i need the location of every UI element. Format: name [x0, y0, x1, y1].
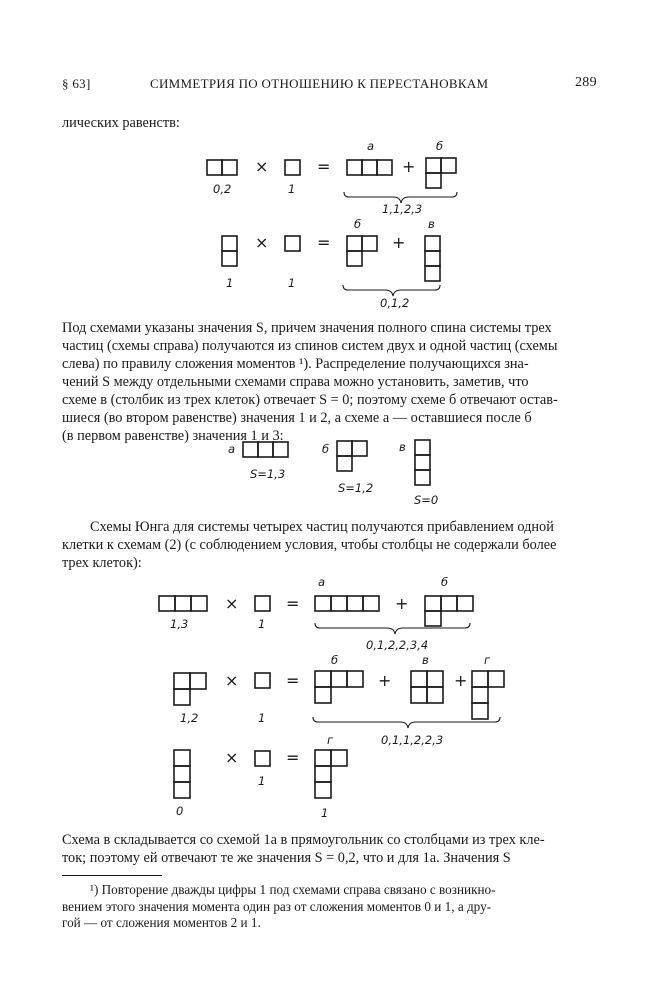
eq3-left-label: 1,3: [170, 617, 189, 631]
plus-sign: +: [378, 671, 392, 690]
eq2-sum-label: 0,1,2: [380, 296, 410, 310]
eq4-left-label: 1,2: [180, 711, 199, 725]
eq4-mid-label: 1: [258, 711, 266, 725]
summary-a-sym: а: [228, 442, 236, 456]
times-sign: ×: [225, 671, 239, 690]
plus-sign: +: [402, 157, 416, 176]
eq5-right-label: 1: [321, 806, 329, 820]
eq5-left-label: 0: [176, 804, 184, 818]
times-sign: ×: [225, 594, 239, 613]
text-line: ток; поэтому ей отвечают те же значения S = 0,2, что и для 1а. Значения S: [62, 850, 511, 866]
eq4-sum-label: 0,1,1,2,2,3: [381, 733, 444, 747]
paragraph-1: [62, 319, 558, 445]
summary-b-label: S=1,2: [338, 481, 374, 495]
eq4-sym-v: в: [422, 653, 429, 667]
text-line: Схема в складывается со схемой 1а в прямоугольник со столбцами из трех кле-: [62, 832, 545, 848]
times-sign: ×: [255, 233, 269, 252]
plus-sign: +: [392, 233, 406, 252]
eq2-mid-label: 1: [288, 276, 296, 290]
paragraph-2: [62, 518, 556, 572]
summary-v-label: S=0: [414, 493, 439, 507]
diagram-three-column: [425, 236, 440, 281]
eq3-mid-label: 1: [258, 617, 266, 631]
equation-3: [159, 575, 473, 652]
times-sign: ×: [225, 748, 239, 767]
plus-sign: +: [395, 594, 409, 613]
eq1-sym-b: б: [436, 139, 444, 153]
footnote-rule: [62, 875, 162, 876]
summary-b-sym: б: [322, 442, 330, 456]
equation-4: [174, 653, 504, 747]
brace: [315, 623, 470, 634]
eq3-sym-a: а: [318, 575, 326, 589]
diagram-two-column: [222, 236, 237, 266]
footnote-line: гой — от сложения моментов 2 и 1.: [62, 915, 261, 930]
section-number: § 63]: [62, 76, 91, 91]
equation-1: [207, 139, 457, 216]
footnote-line: ¹) Повторение дважды цифры 1 под схемами справа связано с возникно-: [90, 882, 496, 897]
text-line: частиц (схемы справа) получаются из спинов систем двух и одной частиц (схемы: [62, 338, 558, 354]
equation-2: [222, 217, 440, 310]
times-sign: ×: [255, 157, 269, 176]
eq4-sym-b: б: [331, 653, 339, 667]
text-line: Под схемами указаны значения S, причем значения полного спина системы трех: [62, 320, 552, 336]
summary-a-label: S=1,3: [250, 467, 286, 481]
equals-sign: =: [286, 748, 300, 767]
page-header-title: СИММЕТРИЯ ПО ОТНОШЕНИЮ К ПЕРЕСТАНОВКАМ: [150, 76, 489, 91]
text-line: слева) по правилу сложения моментов ¹). Распределение получающихся зна-: [62, 356, 529, 372]
diagram-hook: [347, 236, 377, 266]
equals-sign: =: [286, 671, 300, 690]
brace: [343, 285, 440, 296]
intro-line: лических равенств:: [62, 115, 180, 131]
eq4-sym-g: г: [484, 653, 491, 667]
eq2-sym-b: б: [354, 217, 362, 231]
eq1-left-label: 0,2: [213, 182, 232, 196]
equals-sign: =: [317, 233, 331, 252]
eq1-mid-label: 1: [288, 182, 296, 196]
paragraph-3: [62, 831, 545, 867]
summary-v-sym: в: [399, 440, 406, 454]
eq1-sum-label: 1,1,2,3: [382, 202, 423, 216]
single-cell: [285, 236, 300, 251]
diagram-two-row: [207, 160, 237, 175]
eq1-sym-a: а: [367, 139, 375, 153]
single-cell: [285, 160, 300, 175]
eq2-left-label: 1: [226, 276, 234, 290]
text-line: шиеся (во втором равенстве) значения 1 и 2, а схеме а — оставшиеся после б: [62, 410, 532, 426]
text-line: (в первом равенстве) значения 1 и 3:: [62, 428, 284, 444]
page-number: 289: [575, 75, 597, 90]
equation-5: [174, 733, 347, 820]
equals-sign: =: [286, 594, 300, 613]
diagram-hook: [426, 158, 456, 188]
text-line: чений S между отдельными схемами справа можно установить, заметив, что: [62, 374, 529, 390]
text-line: клетки к схемам (2) (с соблюдением условия, чтобы столбцы не содержали более: [62, 537, 557, 553]
equals-sign: =: [317, 157, 331, 176]
plus-sign: +: [454, 671, 468, 690]
eq3-sum-label: 0,1,2,2,3,4: [366, 638, 429, 652]
eq2-sym-v: в: [428, 217, 435, 231]
footnote: [62, 882, 496, 932]
eq5-sym-g: г: [327, 733, 334, 747]
text-line: Схемы Юнга для системы четырех частиц получаются прибавлением одной: [90, 519, 554, 535]
eq5-mid-label: 1: [258, 774, 266, 788]
summary-diagrams: [228, 440, 438, 507]
footnote-line: вением этого значения момента один раз от сложения моментов 0 и 1, а дру-: [62, 898, 492, 914]
text-line: трех клеток):: [62, 555, 142, 571]
eq3-sym-b: б: [441, 575, 449, 589]
diagram-three-row: [347, 160, 392, 175]
text-line: схеме в (столбик из трех клеток) отвечает S = 0; поэтому схеме б отвечают остав-: [62, 392, 558, 408]
